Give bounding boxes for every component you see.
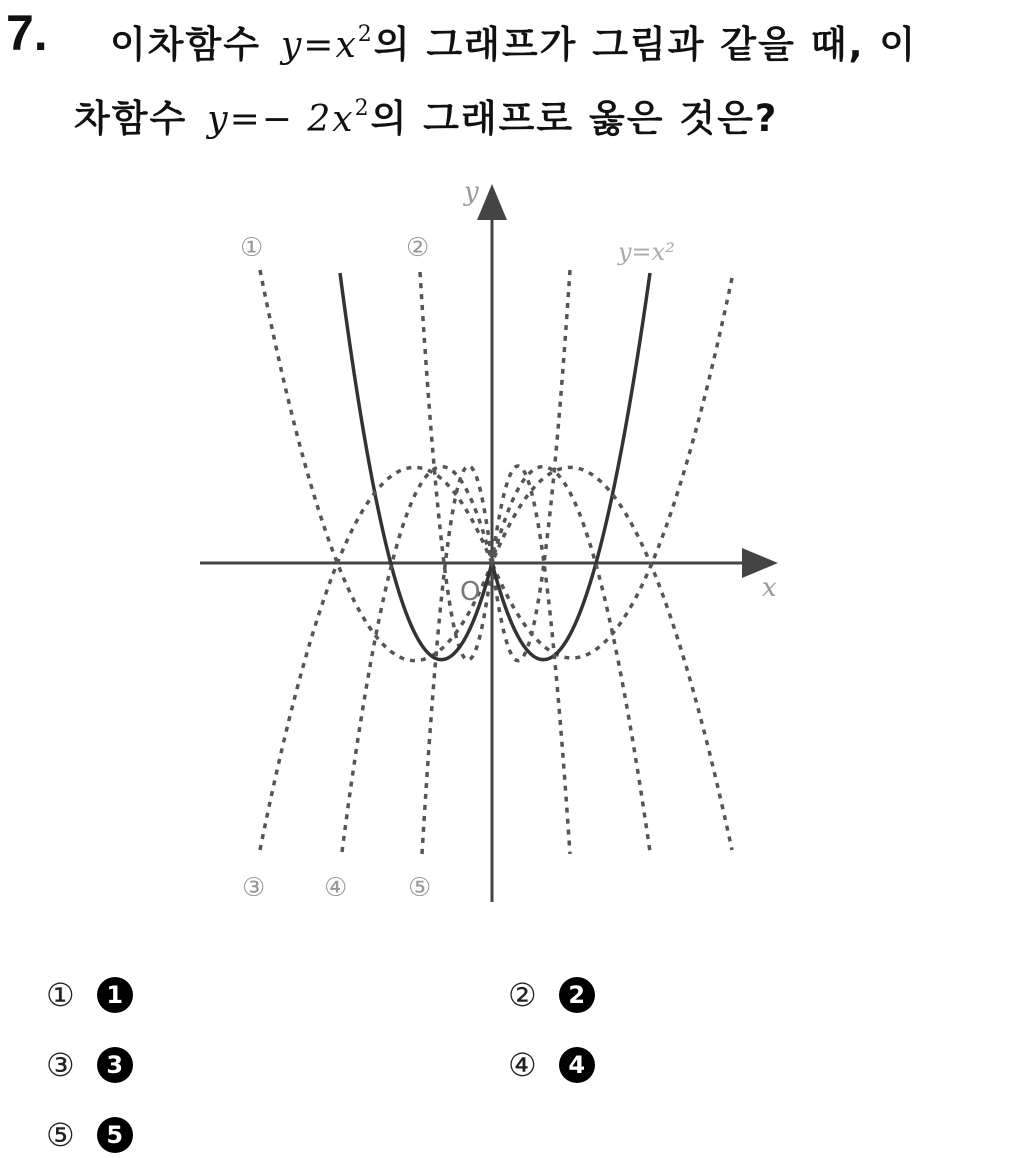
graph-svg (180, 160, 800, 920)
choice-3[interactable] (46, 1046, 133, 1084)
choice-value: 5 (97, 1117, 133, 1153)
graph-label-4: ④ (324, 873, 348, 903)
choice-4[interactable] (508, 1046, 595, 1084)
origin-label: O (460, 577, 481, 607)
math-base-2: y=− 2x (207, 99, 355, 140)
choice-5[interactable] (46, 1116, 133, 1154)
question-line-1 (110, 14, 917, 68)
choice-value: 3 (97, 1047, 133, 1083)
choice-value: 2 (559, 977, 595, 1013)
question-rest-2: 의 그래프로 옳은 것은? (370, 97, 779, 140)
math-exponent-1: 2 (357, 22, 374, 47)
choice-value: 1 (97, 977, 133, 1013)
curve-label-y-x2: y=x² (618, 238, 675, 266)
math-base-1: y=x (280, 25, 358, 66)
question-line-2 (74, 88, 778, 142)
choice-1[interactable] (46, 976, 133, 1014)
curve-graph-3 (260, 467, 732, 850)
function-y-x2 (280, 22, 374, 66)
graph-label-5: ⑤ (408, 873, 432, 903)
y-axis-label: y (464, 177, 479, 207)
question-number: 7. (6, 5, 48, 61)
math-exponent-2: 2 (354, 96, 371, 121)
choice-number: ① (46, 976, 75, 1014)
graph-label-1: ① (240, 233, 264, 263)
graph-label-2: ② (406, 233, 430, 263)
choice-value: 4 (559, 1047, 595, 1083)
question-text-1: 이차함수 (110, 23, 261, 66)
curve-graph-4 (342, 467, 650, 852)
choice-number: ② (508, 976, 537, 1014)
question-rest-1: 의 그래프가 그림과 같을 때, 이 (373, 23, 918, 66)
curve-right-wide (492, 278, 732, 658)
curve-graph-1 (260, 270, 492, 661)
x-axis-label: x (762, 573, 777, 603)
choice-number: ④ (508, 1046, 537, 1084)
choice-number: ③ (46, 1046, 75, 1084)
question-text-2: 차함수 (74, 97, 188, 140)
graph-figure (180, 160, 800, 920)
function-y-neg2x2 (207, 96, 371, 140)
choice-number: ⑤ (46, 1116, 75, 1154)
graph-label-3: ③ (242, 873, 266, 903)
choice-2[interactable] (508, 976, 595, 1014)
curve-y-x2 (340, 273, 650, 660)
